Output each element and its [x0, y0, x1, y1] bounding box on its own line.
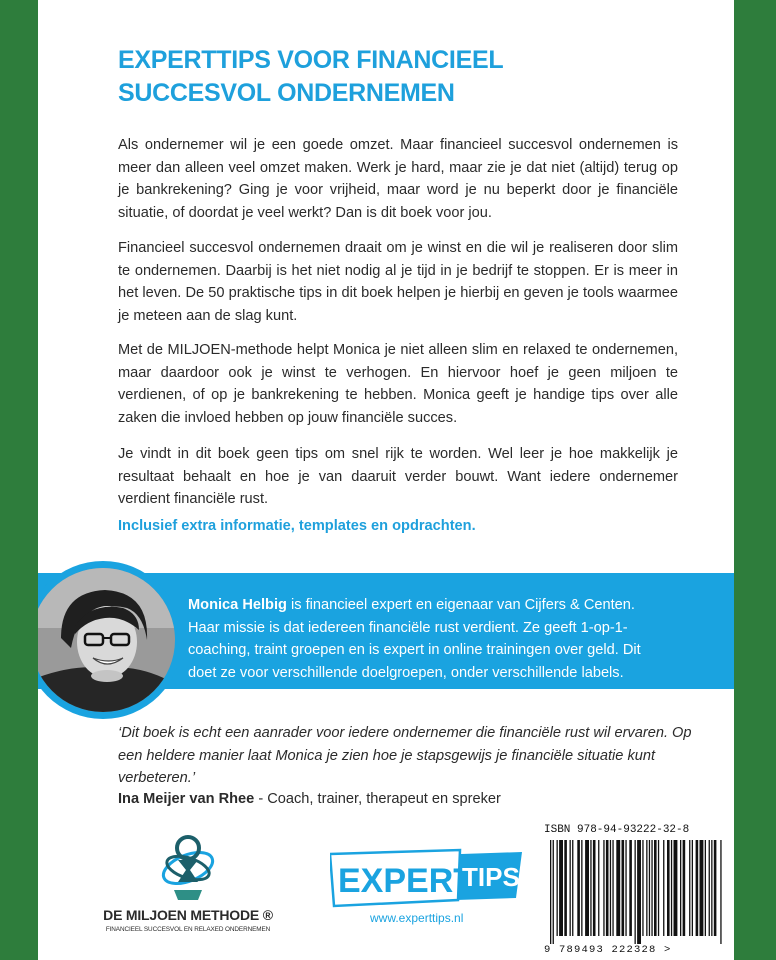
barcode-digits	[544, 944, 672, 956]
paragraph-2: Financieel succesvol ondernemen draait om je winst en die wil je realiseren door slim te ondernemen. Daarbij is het niet nodig al je tijd in je bedrijf te stoppen. Er is meer in het leven. De 50 praktische tips in dit boek helpen je hierbij en geven je tools waarmee je meteen aan de slag kunt.	[118, 240, 678, 324]
experttips-wordmark-icon	[330, 848, 526, 908]
miljoen-methode-tagline: FINANCIEEL SUCCESVOL EN RELAXED ONDERNEMEN	[105, 926, 271, 933]
experttips-word-tips: TIPS	[462, 862, 520, 892]
barcode-bars-icon	[544, 840, 730, 944]
miljoen-methode-name: DE MILJOEN METHODE ®	[103, 907, 273, 923]
inclusief-note: Inclusief extra informatie, templates en opdrachten.	[118, 518, 476, 534]
experttips-word-expert: EXPERT	[338, 862, 475, 900]
author-portrait-image	[38, 568, 175, 712]
title-line-1: EXPERTTIPS VOOR FINANCIEEL	[118, 46, 504, 74]
author-name: Monica Helbig	[188, 597, 287, 613]
quote-author-role: - Coach, trainer, therapeut en spreker	[254, 791, 501, 807]
quote-author: Ina Meijer van Rhee	[118, 791, 255, 807]
review-quote: ‘Dit boek is echt een aanrader voor iedere ondernemer die financiële rust wil ervaren. Op een heldere manier laat Monica je zien hoe je stapsgewijs je financiële situatie kunt verbeteren.’	[118, 725, 692, 786]
isbn-number: ISBN 978-94-93222-32-8	[544, 824, 690, 836]
cover-title	[118, 44, 678, 110]
barcode-arrow: >	[664, 944, 672, 956]
experttips-logo	[330, 848, 526, 925]
barcode-digit-text: 9 789493 222328	[544, 944, 657, 956]
paragraph-4: Je vindt in dit boek geen tips om snel rijk te worden. Wel leer je hoe makkelijk je resultaat behaalt en hoe je van daaruit verder bouwt. Want iedere ondernemer verdient financiële rust.	[118, 446, 678, 507]
quote-attribution	[118, 791, 501, 807]
isbn-barcode	[544, 824, 730, 956]
miljoen-methode-logo	[98, 834, 278, 944]
back-cover	[38, 0, 734, 960]
paragraph-3: Met de MILJOEN-methode helpt Monica je niet alleen slim en relaxed te ondernemen, maar daardoor ook je winst te verhogen. En hiervoor hoef je geen miljoen te verdienen, of op je bankrekening te hebben. Monica geeft je handige tips over alle zaken die invloed hebben op jouw financiële succes.	[118, 342, 678, 426]
title-line-2: SUCCESVOL ONDERNEMEN	[118, 79, 455, 107]
author-bio	[188, 594, 658, 684]
experttips-url: www.experttips.nl	[370, 911, 464, 925]
paragraph-1: Als ondernemer wil je een goede omzet. Maar financieel succesvol ondernemen is meer dan alleen veel omzet maken. Werk je hard, maar zie je dat niet (altijd) terug op je bankrekening? Ging je voor vrijheid, maar word je nu beperkt door je financiële situatie, of doordat je veel werkt? Dan is dit boek voor jou.	[118, 137, 678, 221]
author-bio-text: is financieel expert en eigenaar van Cijfers & Centen. Haar missie is dat iedereen financiële rust verdient. Ze geeft 1-op-1-coaching, traint groepen en is expert in online trainingen over geld. Dit doet ze voor verschillende doelgroepen, onder verschillende labels.	[188, 597, 641, 681]
hourglass-emblem-icon	[160, 834, 216, 902]
